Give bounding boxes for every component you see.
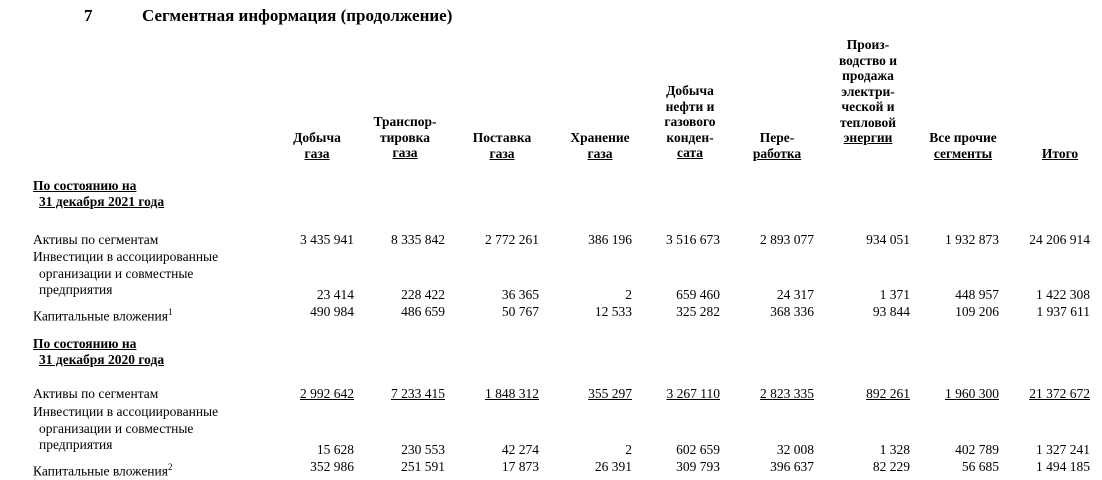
table-cell: 251 591	[401, 459, 445, 474]
table-cell: 21 372 672	[1029, 386, 1090, 401]
table-cell: 42 274	[501, 442, 539, 457]
table-cell: 402 789	[955, 442, 999, 457]
table-cell: 368 336	[770, 304, 814, 319]
table-cell: 3 267 110	[666, 386, 720, 401]
table-cell: 17 873	[501, 459, 539, 474]
table-cell: 2 893 077	[760, 232, 814, 247]
table-cell: 1 327 241	[1036, 442, 1090, 457]
section-title: Сегментная информация (продолжение)	[142, 6, 453, 25]
row-label-capex: Капитальные вложения$^2$	[33, 462, 173, 479]
table-cell: 355 297	[588, 386, 632, 401]
col-header-total: Итого	[1041, 146, 1079, 161]
table-cell: 1 960 300	[945, 386, 999, 401]
col-header-gas-production: Добыча газа	[293, 130, 341, 161]
table-cell: 56 685	[961, 459, 999, 474]
table-cell: 1 848 312	[485, 386, 539, 401]
table-cell: 15 628	[316, 442, 354, 457]
table-cell: 3 435 941	[300, 232, 354, 247]
col-header-gas-storage: Хранение газа	[570, 130, 630, 161]
col-header-gas-transportation: Транспор- тировка газа	[373, 114, 437, 160]
table-cell: 8 335 842	[391, 232, 445, 247]
table-cell: 3 516 673	[666, 232, 720, 247]
table-cell: 309 793	[676, 459, 720, 474]
table-cell: 1 494 185	[1036, 459, 1090, 474]
table-cell: 2	[625, 442, 632, 457]
table-cell: 892 261	[866, 386, 910, 401]
section-title-2020: По состоянию на 31 декабря 2020 года	[33, 336, 165, 367]
table-cell: 7 233 415	[391, 386, 445, 401]
col-header-oil-condensate: Добыча нефти и газового конден- сата	[664, 83, 716, 160]
table-cell: 36 365	[501, 287, 539, 302]
table-cell: 93 844	[872, 304, 910, 319]
table-cell: 26 391	[594, 459, 632, 474]
table-cell: 1 371	[879, 287, 910, 302]
section-title-2021: По состоянию на 31 декабря 2021 года	[33, 178, 165, 209]
table-cell: 1 932 873	[945, 232, 999, 247]
row-label-capex: Капитальные вложения$^1$	[33, 307, 173, 324]
table-cell: 2 992 642	[300, 386, 354, 401]
table-cell: 228 422	[401, 287, 445, 302]
table-cell: 325 282	[676, 304, 720, 319]
table-cell: 602 659	[676, 442, 720, 457]
table-cell: 934 051	[866, 232, 910, 247]
table-cell: 2 823 335	[760, 386, 814, 401]
row-label-investments: Инвестиции в ассоциированные организации и совместные предприятия	[33, 249, 219, 297]
table-cell: 2	[625, 287, 632, 302]
table-cell: 486 659	[401, 304, 445, 319]
table-cell: 396 637	[770, 459, 814, 474]
col-header-other-segments: Все прочие сегменты	[929, 130, 997, 161]
table-cell: 1 937 611	[1036, 304, 1090, 319]
row-label-segment-assets: Активы по сегментам	[33, 232, 159, 247]
table-cell: 32 008	[776, 442, 814, 457]
table-cell: 24 317	[776, 287, 814, 302]
table-cell: 24 206 914	[1029, 232, 1090, 247]
table-cell: 386 196	[588, 232, 632, 247]
table-cell: 50 767	[501, 304, 539, 319]
table-cell: 352 986	[310, 459, 354, 474]
col-header-electricity-heat: Произ- водство и продажа электри- ческой и тепловой энергии	[838, 37, 898, 145]
table-cell: 448 957	[955, 287, 999, 302]
table-cell: 490 984	[310, 304, 354, 319]
table-cell: 82 229	[872, 459, 910, 474]
table-cell: 12 533	[594, 304, 632, 319]
section-number: 7	[84, 6, 93, 25]
table-cell: 659 460	[676, 287, 720, 302]
col-header-refining: Пере- работка	[752, 130, 802, 161]
row-label-segment-assets: Активы по сегментам	[33, 386, 159, 401]
table-cell: 2 772 261	[485, 232, 539, 247]
col-header-gas-supply: Поставка газа	[472, 130, 532, 161]
table-cell: 1 422 308	[1036, 287, 1090, 302]
table-cell: 109 206	[955, 304, 999, 319]
table-cell: 230 553	[401, 442, 445, 457]
row-label-investments: Инвестиции в ассоциированные организации и совместные предприятия	[33, 404, 219, 452]
table-cell: 1 328	[879, 442, 910, 457]
table-cell: 23 414	[316, 287, 354, 302]
